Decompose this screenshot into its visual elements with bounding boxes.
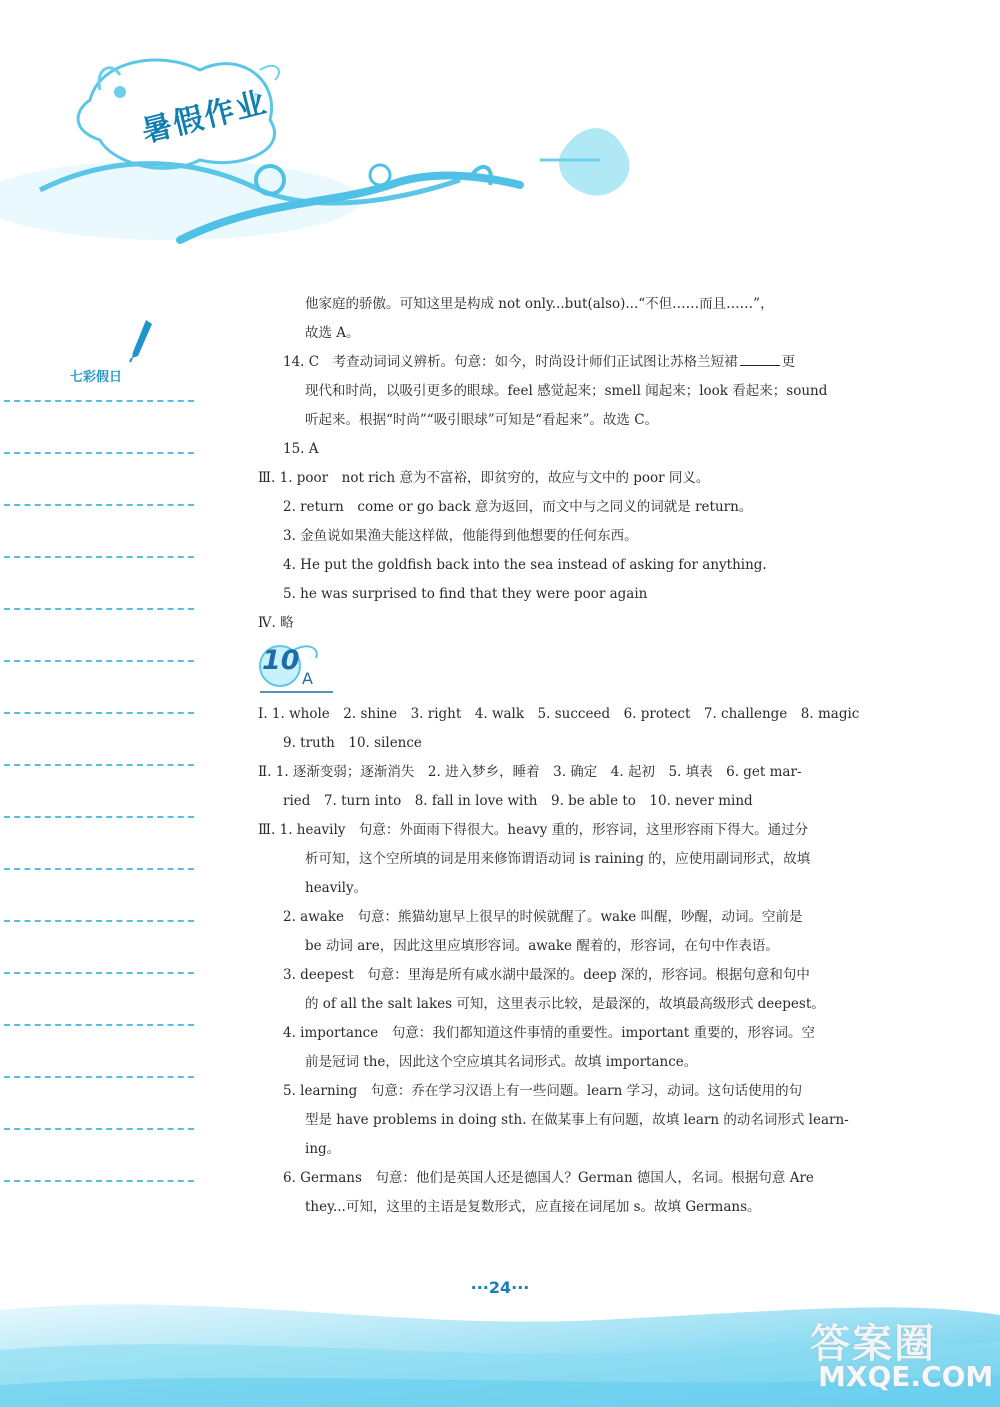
unit-letter: A bbox=[302, 669, 313, 688]
section-3-line: be 动词 are，因此这里应填形容词。awake 醒着的，形容词，在句中作表语。 bbox=[305, 938, 779, 954]
header-title: 暑假作业 bbox=[138, 84, 272, 150]
section-3-line: ing。 bbox=[305, 1141, 341, 1157]
note-line bbox=[4, 660, 194, 662]
answer-text: 14. C 考查动词词义辨析。句意：如今，时尚设计师们正试图让苏格兰短裙 bbox=[283, 354, 738, 370]
section-4: Ⅳ. 略 bbox=[258, 615, 294, 631]
unit-number: 10 bbox=[262, 645, 300, 676]
answer-item-15: 15. A bbox=[283, 441, 319, 457]
pen-icon bbox=[128, 318, 154, 364]
fill-blank bbox=[740, 353, 780, 366]
section-3-line: they...可知，这里的主语是复数形式，应直接在词尾加 s。故填 Germans。 bbox=[305, 1199, 761, 1215]
section-3-item-5: 5. he was surprised to find that they were poor again bbox=[283, 586, 648, 602]
section-2-line: ried 7. turn into 8. fall in love with 9. be able to 10. never mind bbox=[283, 793, 753, 809]
note-line bbox=[4, 452, 194, 454]
answer-line: 故选 A。 bbox=[305, 325, 360, 341]
answer-line: 听起来。根据“时尚”“吸引眼球”可知是“看起来”。故选 C。 bbox=[305, 412, 659, 428]
section-3-line: 5. learning 句意：乔在学习汉语上有一些问题。learn 学习，动词。这句话使用的句 bbox=[283, 1083, 803, 1099]
note-line bbox=[4, 1076, 194, 1078]
answer-content bbox=[258, 290, 888, 1222]
section-3-item-1: Ⅲ. 1. poor not rich 意为不富裕，即贫穷的，故应与文中的 poor 同义。 bbox=[258, 470, 710, 486]
note-line bbox=[4, 816, 194, 818]
page-number: ···24··· bbox=[470, 1278, 530, 1297]
section-3-item-4: 4. He put the goldfish back into the sea instead of asking for anything. bbox=[283, 557, 767, 573]
section-3-line: 3. deepest 句意：里海是所有咸水湖中最深的。deep 深的，形容词。根据句意和句中 bbox=[283, 967, 810, 983]
section-3-line: 析可知，这个空所填的词是用来修饰谓语动词 is raining 的，应使用副词形式，故填 bbox=[305, 851, 811, 867]
note-line bbox=[4, 712, 194, 714]
note-line bbox=[4, 764, 194, 766]
note-line bbox=[4, 1180, 194, 1182]
watermark-url: MXQE.COM bbox=[818, 1360, 994, 1393]
answer-text: 更 bbox=[781, 354, 796, 370]
section-3-line: 前是冠词 the，因此这个空应填其名词形式。故填 importance。 bbox=[305, 1054, 698, 1070]
sidebar-label: 七彩假日 bbox=[70, 370, 123, 385]
answer-line: 现代和时尚，以吸引更多的眼球。feel 感觉起来；smell 闻起来；look 看起来；sound bbox=[305, 383, 828, 399]
section-1-line: 9. truth 10. silence bbox=[283, 735, 422, 751]
section-3-line: heavily。 bbox=[305, 880, 368, 896]
watermark-logo: 答案圈 bbox=[810, 1321, 936, 1367]
note-line bbox=[4, 608, 194, 610]
note-line bbox=[4, 556, 194, 558]
header-floral-ornament bbox=[0, 0, 720, 260]
section-1-line: Ⅰ. 1. whole 2. shine 3. right 4. walk 5. succeed 6. protect 7. challenge 8. magic bbox=[258, 706, 860, 722]
note-line bbox=[4, 868, 194, 870]
note-line bbox=[4, 1128, 194, 1130]
section-3-line: 型是 have problems in doing sth. 在做某事上有问题，故填 learn 的动名词形式 learn- bbox=[305, 1112, 849, 1128]
section-3-line: 6. Germans 句意：他们是英国人还是德国人？German 德国人，名词。根据句意 Are bbox=[283, 1170, 814, 1186]
answer-line: 他家庭的骄傲。可知这里是构成 not only...but(also)...“不但……而且……”， bbox=[305, 296, 774, 312]
section-3-line: 4. importance 句意：我们都知道这件事情的重要性。important 重要的，形容词。空 bbox=[283, 1025, 815, 1041]
note-line bbox=[4, 920, 194, 922]
note-line bbox=[4, 504, 194, 506]
section-3-item-2: 2. return come or go back 意为返回，而文中与之同义的词就是 return。 bbox=[283, 499, 753, 515]
section-3-line: 2. awake 句意：熊猫幼崽早上很早的时候就醒了。wake 叫醒，吵醒，动词。空前是 bbox=[283, 909, 803, 925]
section-3-line: 的 of all the salt lakes 可知，这里表示比较，是最深的，故填最高级形式 deepest。 bbox=[305, 996, 825, 1012]
note-line bbox=[4, 400, 194, 402]
unit-10-heading bbox=[258, 642, 888, 700]
note-line bbox=[4, 1024, 194, 1026]
answer-item-14 bbox=[258, 348, 888, 377]
note-line bbox=[4, 972, 194, 974]
section-3-item-3: 3. 金鱼说如果渔夫能这样做，他能得到他想要的任何东西。 bbox=[283, 528, 638, 544]
section-3-line: Ⅲ. 1. heavily 句意：外面雨下得很大。heavy 重的，形容词，这里形容雨下得大。通过分 bbox=[258, 822, 809, 838]
section-2-line: Ⅱ. 1. 逐渐变弱；逐渐消失 2. 进入梦乡，睡着 3. 确定 4. 起初 5. 填表 6. get mar- bbox=[258, 764, 802, 780]
sidebar-note-lines bbox=[0, 400, 195, 1232]
